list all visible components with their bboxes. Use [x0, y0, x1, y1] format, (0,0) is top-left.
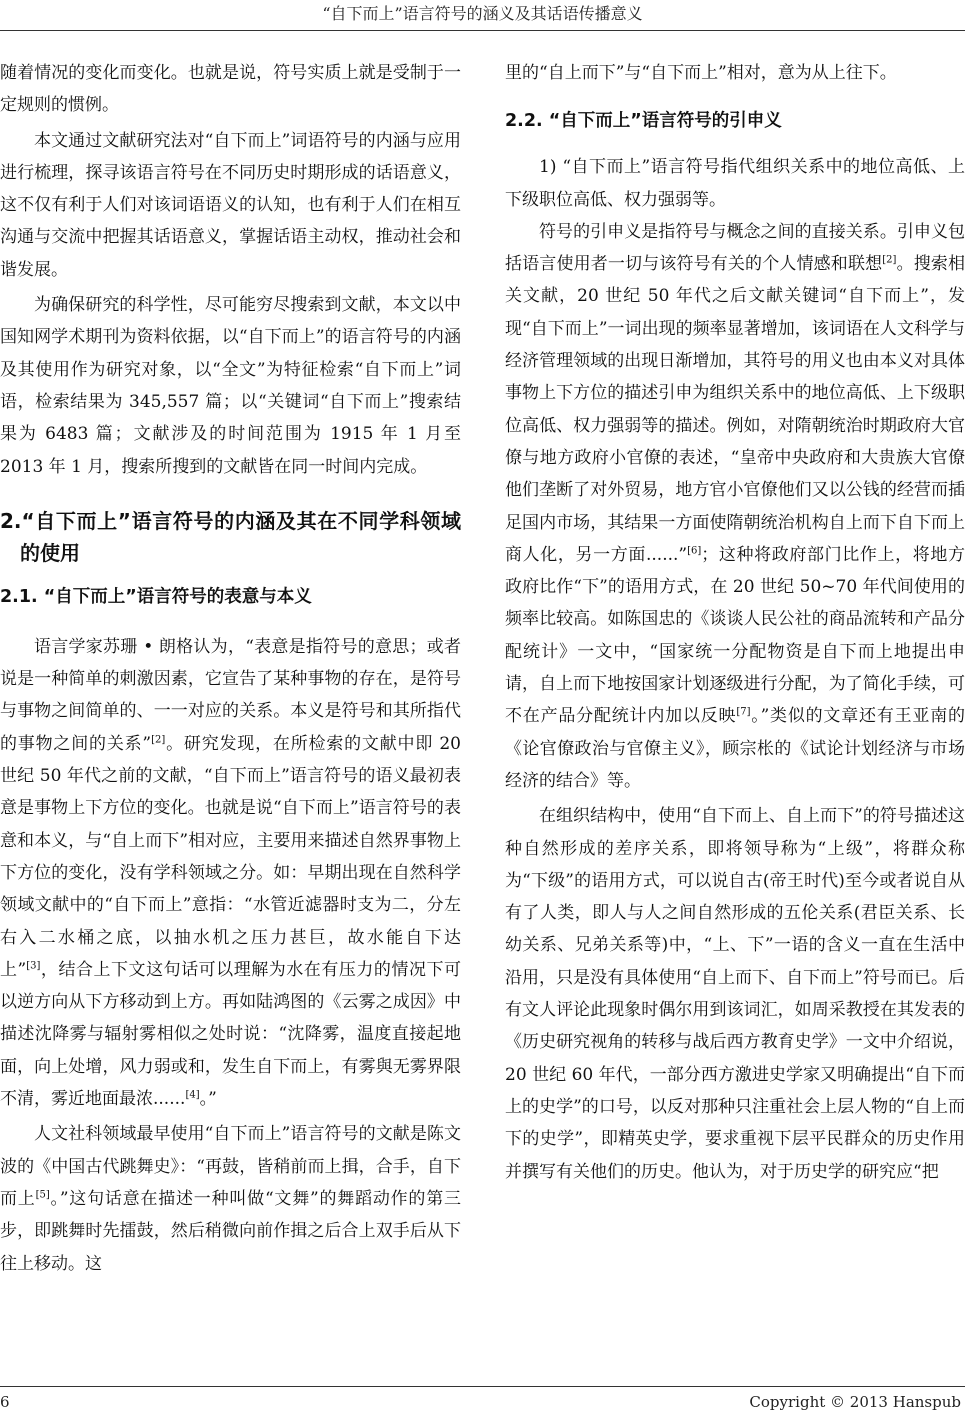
citation-ref[interactable]: [2] [882, 254, 897, 266]
right-column [505, 57, 965, 1188]
page-footer [0, 1391, 965, 1413]
running-header [0, 2, 965, 28]
paragraph-text: 符号的引申义是指符号与概念之间的直接关系。引申义包括语言使用者一切与该符号有关的个人情感和联想 [505, 221, 965, 275]
paragraph-text: 人文社科领域最早使用“自下而上”语言符号的文献是陈文波的《中国古代跳舞史》：“再鼓，皆稍前而上揖，合手，自下而上 [0, 1124, 461, 1209]
paragraph-text: ；这种将政府部门比作上，将地方政府比作“下”的语用方式，在 20 世纪 50~70 年代间使用的频率比较高。如陈国忠的《谈谈人民公社的商品流转和产品分配统计》一文中，“国家统一分配物资是自下而上地提出申请，自上而下地按国家计划逐级进行分配，为了简化手续，可不在产品分配统计内加以反映 [505, 544, 965, 727]
citation-ref[interactable]: [3] [26, 960, 41, 972]
paragraph [0, 1118, 461, 1279]
paragraph [0, 631, 461, 1115]
citation-ref[interactable]: [5] [35, 1189, 50, 1201]
header-divider [0, 30, 965, 31]
subsection-heading: 2.1. “自下而上”语言符号的表意与本义 [0, 586, 312, 607]
citation-ref[interactable]: [4] [185, 1089, 200, 1101]
citation-ref[interactable]: [7] [736, 706, 751, 718]
citation-ref[interactable]: [2] [151, 734, 166, 746]
paragraph-text: 。搜索相关文献，20 世纪 50 年代之后文献关键词“自下而上”，发现“自下而上”一词出现的频率显著增加，该词语在人文科学与经济管理领域的出现日渐增加，其符号的用义也由本义对具体事物上下方位的描述引申为组织关系中的地位高低、上下级职位高低、权力强弱等的描述。例如，对隋朝统治时期政府大官僚与地方政府小官僚的表述，“皇帝中央政府和大贵族大官僚他们垄断了对外贸易，地方官小官僚他们又以公钱的经营而插足国内市场，其结果一方面使隋朝统治机构自上而下自下而上商人化，另一方面......” [505, 254, 965, 565]
paragraph-text: 语言学家苏珊 • 朗格认为，“表意是指符号的意思；或者说是一种简单的刺激因素，它宣告了某种事物的存在，是符号与事物之间简单的、一一对应的关系。本义是符号和其所指代的事物之间的关系” [0, 636, 461, 754]
copyright-notice: Copyright © 2013 Hanspub [749, 1393, 961, 1411]
left-column [0, 57, 461, 1280]
paragraph-text: 。研究发现，在所检索的文献中即 20 世纪 50 年代之前的文献，“自下而上”语言符号的语义最初表意是事物上下方位的变化。也就是说“自下而上”语言符号的表意和本义，与“自上而下”相对应，主要用来描述自然界事物上下方位的变化，没有学科领域之分。如：早期出现在自然科学领域文献中的“自下而上”意指：“水管近滤器时支为二，分左右入二水桶之底，以抽水机之压力甚巨，故水能自下达上” [0, 733, 461, 980]
paragraph-text: ，结合上下文这句话可以理解为水在有压力的情况下可以逆方向从下方移动到上方。再如陆鸿图的《云雾之成因》中描述沈降雾与辐射雾相似之处时说：“沈降雾，温度直接起地面，向上处增，风力弱或和，发生自下而上，有雾與无雾界限不清，雾近地面最浓...... [0, 959, 461, 1110]
paragraph: 里的“自上而下”与“自下而上”相对，意为从上往下。 [505, 63, 897, 83]
paragraph: 随着情况的变化而变化。也就是说，符号实质上就是受制于一定规则的惯例。 [0, 63, 461, 116]
footer-divider [0, 1386, 965, 1387]
subsection-heading: 2.2. “自下而上”语言符号的引申义 [505, 111, 782, 132]
citation-ref[interactable]: [6] [687, 545, 702, 557]
page-number: 6 [0, 1393, 10, 1411]
paragraph: 本文通过文献研究法对“自下而上”词语符号的内涵与应用进行梳理，探寻该语言符号在不同历史时期形成的话语意义，这不仅有利于人们对该词语语义的认知，也有利于人们在相互沟通与交流中把握其话语意义，掌握话语主动权，推动社会和谐发展。 [0, 130, 461, 280]
paragraph: 为确保研究的科学性，尽可能穷尽搜索到文献，本文以中国知网学术期刊为资料依据，以“自下而上”的语言符号的内涵及其使用作为研究对象，以“全文”为特征检索“自下而上”词语，检索结果为 345,557 篇；以“关键词“自下而上”搜索结果为 6483 篇；文献涉及的时间范围为 1915 年 1 月至 2013 年 1 月，搜索所搜到的文献皆在同一时间内完成。 [0, 295, 461, 477]
running-title: “自下而上”语言符号的涵义及其话语传播意义 [322, 4, 643, 23]
paragraph: 1) “自下而上”语言符号指代组织关系中的地位高低、上下级职位高低、权力强弱等。 [505, 157, 965, 210]
paragraph-text: 。” [199, 1089, 217, 1110]
section-heading: 2.“自下而上”语言符号的内涵及其在不同学科领域的使用 [0, 508, 461, 565]
paragraph-text: 。”这句话意在描述一种叫做“文舞”的舞蹈动作的第三步，即跳舞时先擂鼓，然后稍微向前作揖之后合上双手后从下往上移动。这 [0, 1188, 461, 1274]
paragraph: 在组织结构中，使用“自下而上、自上而下”的符号描述这种自然形成的差序关系，即将领导称为“上级”，将群众称为“下级”的语用方式，可以说自古(帝王时代)至今或者说自从有了人类，即人与人之间自然形成的五伦关系(君臣关系、长幼关系、兄弟关系等)中，“上、下”一语的含义一直在生活中沿用，只是没有具体使用“自上而下、自下而上”符号而已。后有文人评论此现象时偶尔用到该词汇，如周采教授在其发表的《历史研究视角的转移与战后西方教育史学》一文中介绍说，20 世纪 60 年代，一部分西方激进史学家又明确提出“自下而上的史学”的口号，以反对那种只注重社会上层人物的“自上而下的史学”，即精英史学，要求重视下层平民群众的历史作用并撰写有关他们的历史。他认为，对于历史学的研究应“把 [505, 806, 965, 1182]
paragraph-text: 。”类似的文章还有王亚南的《论官僚政治与官僚主义》，顾宗枨的《试论计划经济与市场经济的结合》等。 [505, 706, 965, 791]
paragraph [505, 216, 965, 797]
